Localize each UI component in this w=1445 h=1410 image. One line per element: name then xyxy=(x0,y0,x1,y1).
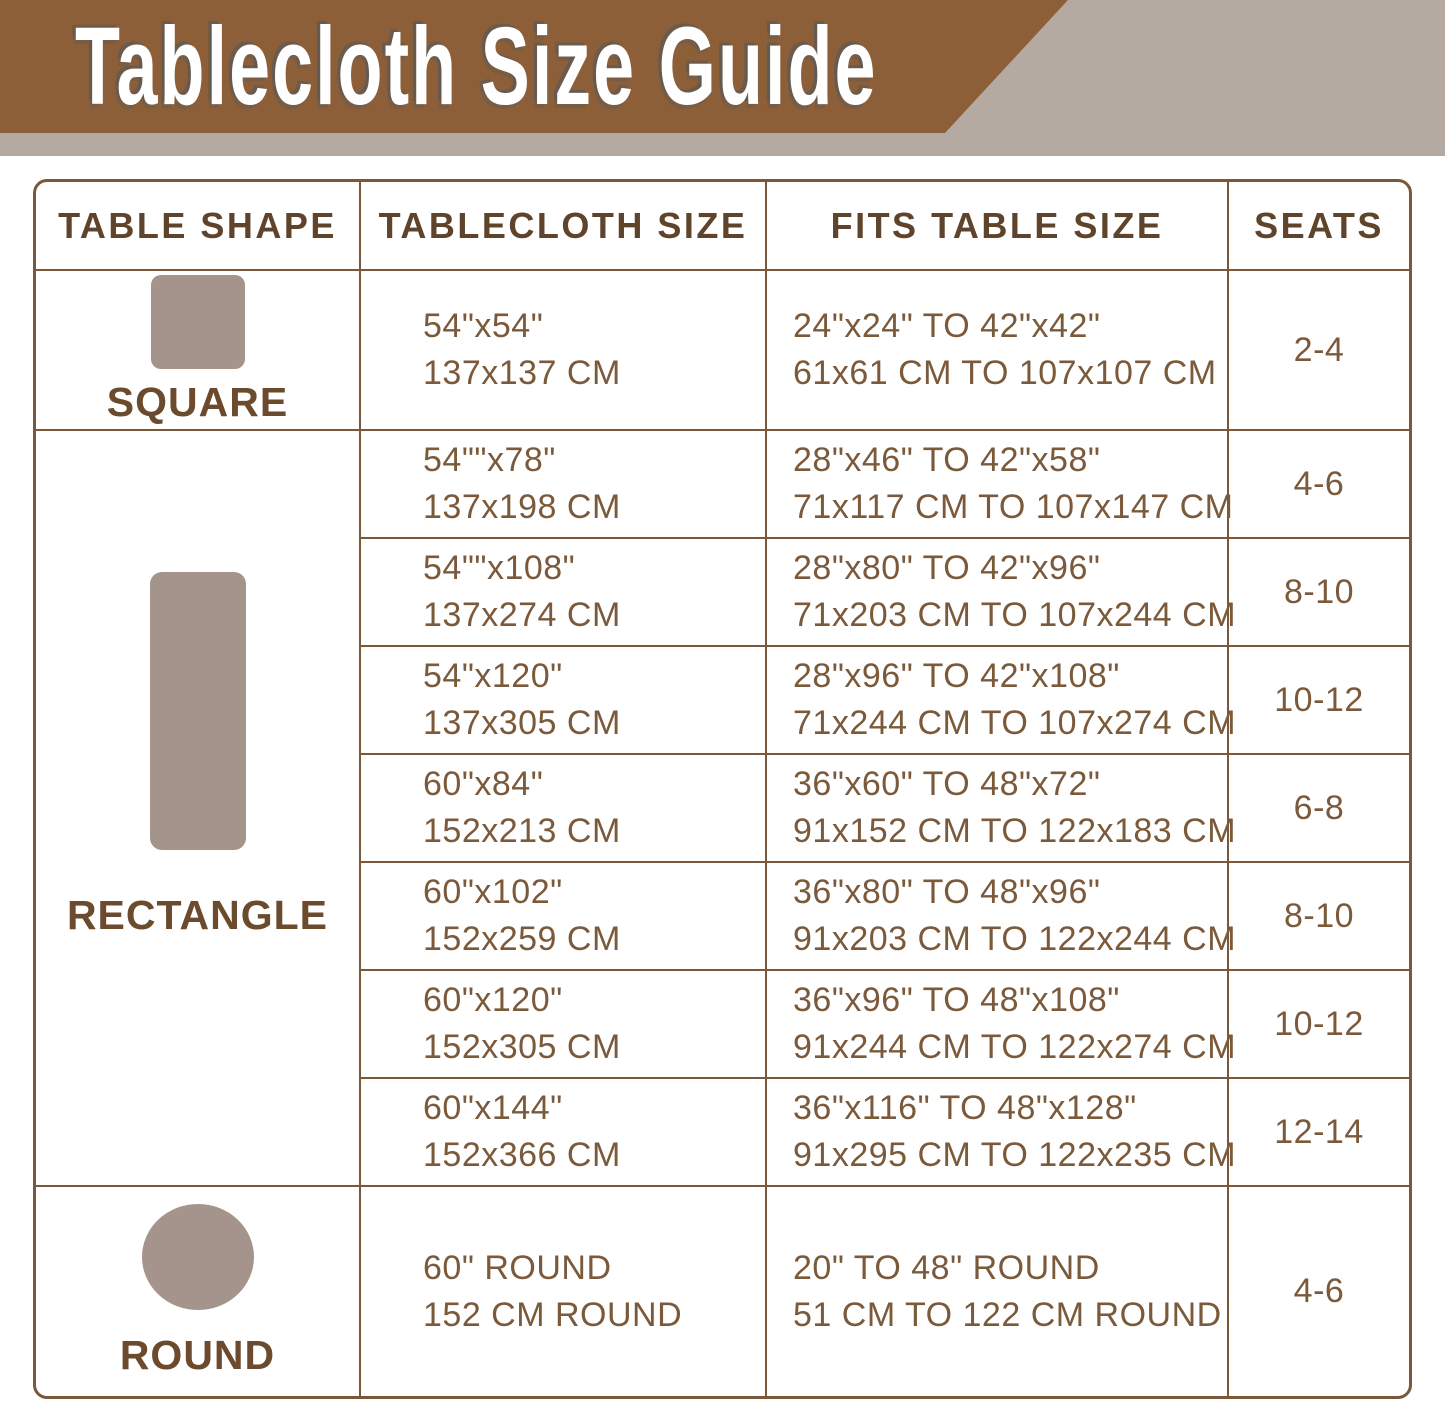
fits-size-cell: 36"x80" TO 48"x96" 91x203 CM TO 122x244 CM xyxy=(766,862,1228,970)
seats-cell: 4-6 xyxy=(1228,430,1409,538)
seats-cell: 8-10 xyxy=(1228,862,1409,970)
col-header-table-shape: TABLE SHAPE xyxy=(36,182,360,270)
cloth-size-cell: 60"x144" 152x366 CM xyxy=(360,1078,766,1186)
header-banner xyxy=(0,0,1445,156)
seats-cell: 8-10 xyxy=(1228,538,1409,646)
seats-cell: 10-12 xyxy=(1228,970,1409,1078)
cloth-size-cell: 60" ROUND 152 CM ROUND xyxy=(360,1186,766,1396)
circle-shape-icon xyxy=(142,1204,254,1310)
cloth-size-cell: 54"x120" 137x305 CM xyxy=(360,646,766,754)
fits-size-cell: 24"x24" TO 42"x42" 61x61 CM TO 107x107 CM xyxy=(766,270,1228,430)
fits-size-cell: 28"x80" TO 42"x96" 71x203 CM TO 107x244 CM xyxy=(766,538,1228,646)
cloth-size-cell: 54"x54" 137x137 CM xyxy=(360,270,766,430)
cloth-size-cell: 60"x84" 152x213 CM xyxy=(360,754,766,862)
shape-label-square: SQUARE xyxy=(106,378,289,425)
fits-size-cell: 28"x46" TO 42"x58" 71x117 CM TO 107x147 CM xyxy=(766,430,1228,538)
fits-size-cell: 36"x96" TO 48"x108" 91x244 CM TO 122x274 CM xyxy=(766,970,1228,1078)
cloth-size-cell: 60"x102" 152x259 CM xyxy=(360,862,766,970)
cloth-size-cell: 54""x78" 137x198 CM xyxy=(360,430,766,538)
table-row-round xyxy=(36,1186,1409,1396)
shape-label-rectangle: RECTANGLE xyxy=(66,892,329,938)
table-row-square xyxy=(36,270,1409,430)
page-title: Tablecloth Size Guide xyxy=(75,5,878,128)
shape-cell-square xyxy=(36,270,360,430)
table-row-rect-1 xyxy=(36,430,1409,538)
shape-label-round: ROUND xyxy=(119,1332,276,1378)
seats-cell: 4-6 xyxy=(1228,1186,1409,1396)
seats-cell: 2-4 xyxy=(1228,270,1409,430)
col-header-tablecloth-size: TABLECLOTH SIZE xyxy=(360,182,766,270)
cloth-size-cell: 54""x108" 137x274 CM xyxy=(360,538,766,646)
col-header-seats: SEATS xyxy=(1228,182,1409,270)
fits-size-cell: 28"x96" TO 42"x108" 71x244 CM TO 107x274 CM xyxy=(766,646,1228,754)
seats-cell: 10-12 xyxy=(1228,646,1409,754)
col-header-fits-table-size: FITS TABLE SIZE xyxy=(766,182,1228,270)
shape-cell-round xyxy=(36,1186,360,1396)
shape-cell-rectangle xyxy=(36,430,360,1186)
size-table xyxy=(36,182,1409,1396)
size-guide-table xyxy=(33,179,1412,1399)
header-row xyxy=(36,182,1409,270)
seats-cell: 6-8 xyxy=(1228,754,1409,862)
fits-size-cell: 36"x60" TO 48"x72" 91x152 CM TO 122x183 CM xyxy=(766,754,1228,862)
fits-size-cell: 36"x116" TO 48"x128" 91x295 CM TO 122x235 CM xyxy=(766,1078,1228,1186)
seats-cell: 12-14 xyxy=(1228,1078,1409,1186)
rectangle-shape-icon xyxy=(150,572,246,850)
square-shape-icon xyxy=(151,275,245,369)
cloth-size-cell: 60"x120" 152x305 CM xyxy=(360,970,766,1078)
fits-size-cell: 20" TO 48" ROUND 51 CM TO 122 CM ROUND xyxy=(766,1186,1228,1396)
